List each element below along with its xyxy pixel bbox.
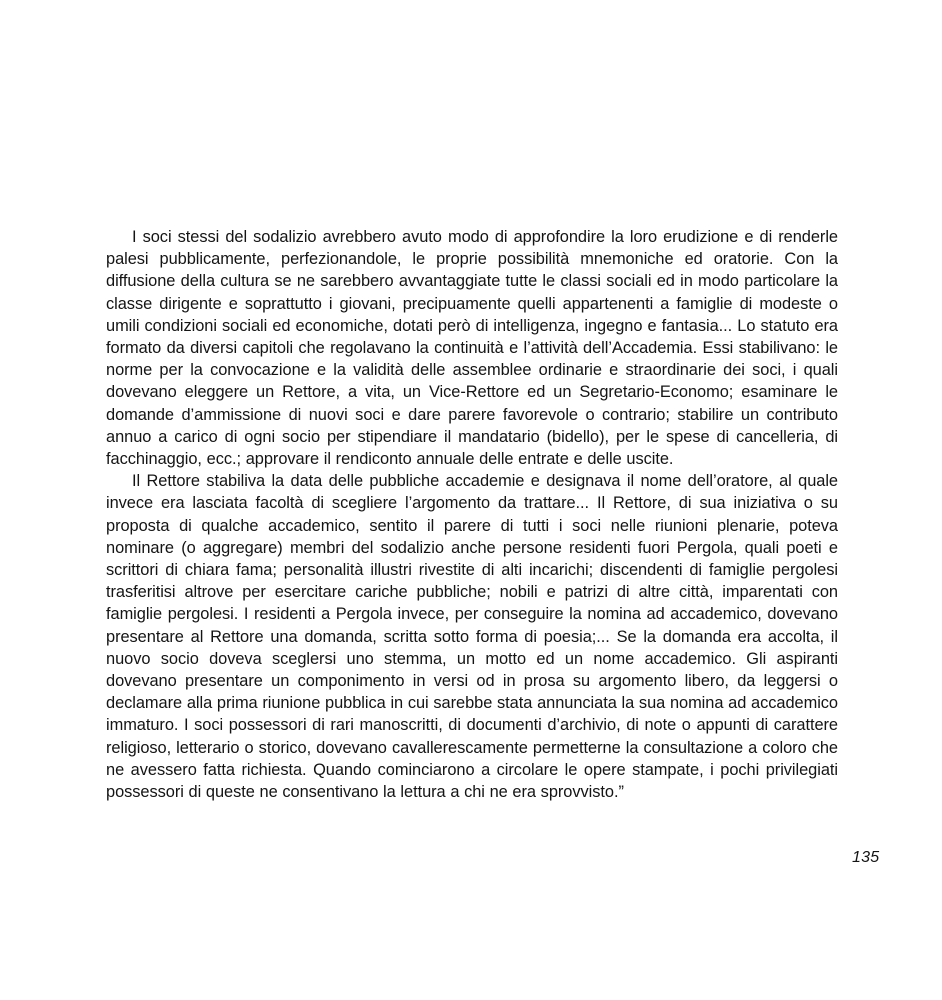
paragraph-2: Il Rettore stabiliva la data delle pubbliche accademie e designava il nome dell’oratore, al quale invece era lasciata facoltà di scegliere l’argomento da trattare... Il Rettore, di sua iniziativa o su proposta di qualche accademico, sentito il parere di tutti i soci nelle riunioni plenarie, poteva nominare (o aggregare) membri del sodalizio anche persone residenti fuori Pergola, quali poeti e scrittori di chiara fama; personalità illustri rivestite di alti incarichi; discendenti di famiglie pergolesi trasferitisi altrove per esercitare cariche pubbliche; nobili e patrizi di altre città, imparentati con famiglie pergolesi. I residenti a Pergola invece, per conseguire la nomina ad accademico, dovevano presentare al Rettore una domanda, scritta sotto forma di poesia;... Se la domanda era accolta, il nuovo socio doveva sceglersi uno stemma, un motto ed un nome accademico. Gli aspiranti dovevano presentare un componimento in versi od in prosa su argomento libero, da leggersi o declamare alla prima riunione pubblica in cui sarebbe stata annunciata la sua nomina ad accademico immaturo. I soci possessori di rari manoscritti, di documenti d’archivio, di note o appunti di carattere religioso, letterario o storico, dovevano cavallerescamente permetterne la consultazione a coloro che ne avessero fatta richiesta. Quando cominciarono a circolare le opere stampate, i pochi privilegiati possessori di queste ne consentivano la lettura a chi ne era sprovvisto.” <box>106 472 838 802</box>
body-text-block <box>106 226 838 803</box>
page-number: 135 <box>852 849 880 866</box>
paragraph-1: I soci stessi del sodalizio avrebbero avuto modo di approfondire la loro erudizione e di renderle palesi pubblicamente, perfezionandole, le proprie possibilità mnemoniche ed oratorie. Con la diffusione della cultura se ne sarebbero avvantaggiate tutte le classi sociali ed in modo particolare la classe dirigente e soprattutto i giovani, precipuamente quelli appartenenti a famiglie di modeste o umili condizioni sociali ed economiche, dotati però di intelligenza, ingegno e fantasia... Lo statuto era formato da diversi capitoli che regolavano la continuità e l’attività dell’Accademia. Essi stabilivano: le norme per la convocazione e la validità delle assemblee ordinarie e straordinarie dei soci, i quali dovevano eleggere un Rettore, a vita, un Vice-Rettore ed un Segretario-Economo; esaminare le domande d’ammissione di nuovi soci e dare parere favorevole o contrario; stabilire un contributo annuo a carico di ogni socio per stipendiare il mandatario (bidello), per le spese di cancelleria, di facchinaggio, ecc.; approvare il rendiconto annuale delle entrate e delle uscite. <box>106 228 838 469</box>
